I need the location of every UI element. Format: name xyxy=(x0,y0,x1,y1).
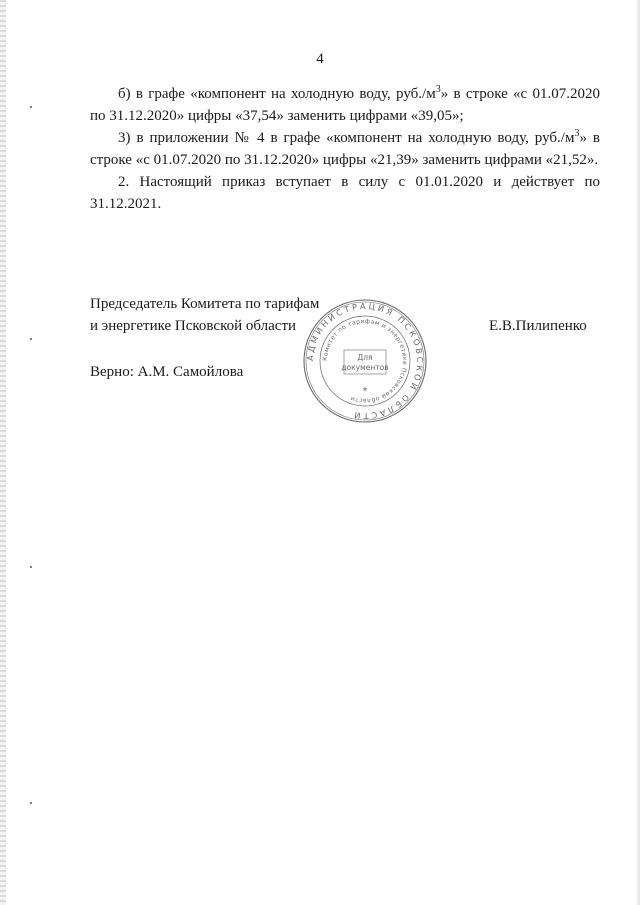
paragraph-b-text: б) в графе «компонент на холодную воду, руб./м xyxy=(118,86,436,102)
paragraph-2: 2. Настоящий приказ вступает в силу с 01.01.2020 и действует по 31.12.2021. xyxy=(90,174,600,212)
scan-speck xyxy=(30,338,32,340)
stamp-star-icon: * xyxy=(362,386,368,397)
signatory-position xyxy=(90,293,319,337)
signatory-position-line2: и энергетике Псковской области xyxy=(90,318,297,334)
scan-left-edge xyxy=(0,0,6,905)
signatory-name: Е.В.Пилипенко xyxy=(489,318,587,334)
scan-speck xyxy=(30,802,32,804)
stamp-inner-text: Комитет по тарифам и энергетике Псковской области xyxy=(321,317,409,405)
paragraph-b xyxy=(90,83,600,127)
paragraph-3 xyxy=(90,127,600,171)
stamp-outer-text: АДМИНИСТРАЦИЯ ПСКОВСКОЙ ОБЛАСТИ xyxy=(304,300,426,422)
verified-by: Верно: А.М. Самойлова xyxy=(90,364,244,380)
stamp-center-line1: Для xyxy=(357,353,373,362)
paragraph-3-superscript: 3 xyxy=(574,128,580,139)
paragraph-b-rest: » в строке «с 01.07.2020 по 31.12.2020» цифры «37,54» заменить цифрами «39,05»; xyxy=(90,86,600,124)
scan-speck xyxy=(30,106,32,108)
stamp-seal-graphic xyxy=(302,298,428,424)
signatory-position-line1: Председатель Комитета по тарифам xyxy=(90,296,320,312)
page-number: 4 xyxy=(316,51,324,67)
paragraph-b-superscript: 3 xyxy=(435,84,441,95)
paragraph-3-text: 3) в приложении № 4 в графе «компонент на холодную воду, руб./м xyxy=(118,130,575,146)
scan-speck xyxy=(30,566,32,568)
stamp-center-line2: документов xyxy=(341,363,389,372)
official-stamp xyxy=(302,298,428,424)
order-text xyxy=(90,83,600,215)
paragraph-3-rest: » в строке «с 01.07.2020 по 31.12.2020» цифры «21,39» заменить цифрами «21,52». xyxy=(90,130,600,168)
